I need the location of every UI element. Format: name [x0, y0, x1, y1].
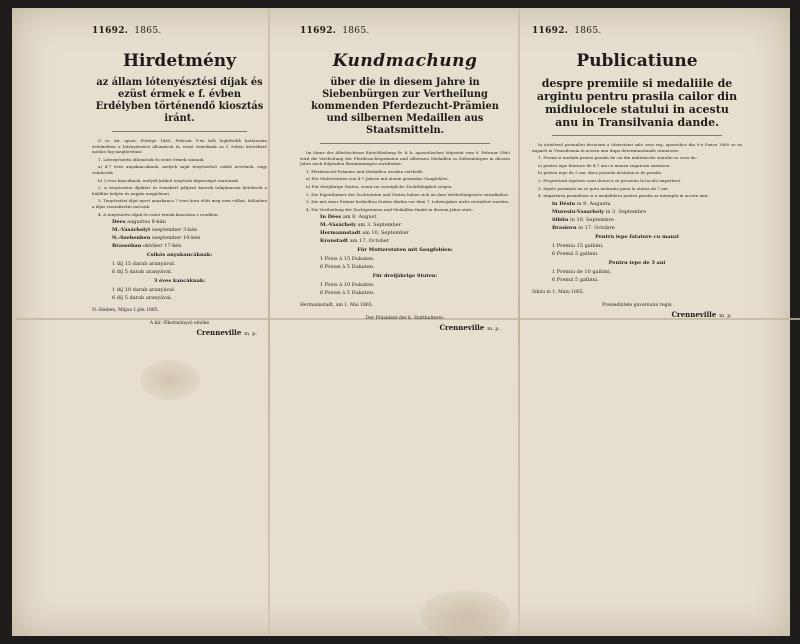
paragraph: a) pentru iepe fatatore de 4-7 ani cu manzu sugatoriu sanetosu. [538, 162, 671, 168]
paragraph: O cs. kir. apost. Felsége 1860. Február 9-én kelt legfelsőbb határozata értelmében a lótenyésztési állomások és ezüst érmeknek az f. évben következő módon fog megtörténni: [92, 138, 267, 155]
paragraph: 2. Die Eigenthümer der Zuchtstuten und Stuten haben sich an dem Vertheilungsorte einzufinden. [306, 191, 509, 197]
paragraph: 4. A tenyésztési díjak és ezüst érmek kiosztása e rendben: [98, 211, 219, 217]
prize-entry: 6 Premii 5 galbini. [552, 250, 599, 257]
prize-header: Für Mutterstuten mit Saugfohlen: [357, 247, 453, 254]
signature: Crenneville m. p. [196, 328, 257, 338]
prize-entry: 1 Preis à 15 Dukaten. [320, 256, 375, 263]
prize-header: Pentru iepe de 3 ani [608, 259, 666, 266]
place-date: N.-Szeben, Május 1-jén 1865. [92, 308, 159, 314]
prize-entry: 1 díj 10 darab aranyával. [112, 287, 176, 294]
paragraph: 4. Impartirea premiiloru si a medaliiloru pentru prasila se intempla in acestu anu: [538, 193, 709, 199]
prize-entry: 1 Premiu de 10 galbini, [552, 268, 612, 275]
place-date: Hermannstadt, am 1. Mai 1865. [300, 303, 373, 309]
prize-header: Pentru iepe fatatore cu manzi [595, 233, 679, 240]
place-date: Sibiiu in 1. Maiu 1865. [532, 289, 585, 295]
paragraph: a) Für Mutterstuten von 4-7 Jahren mit einem gesunden Saugfohlen. [306, 176, 449, 182]
paragraph: 1. Pferdezucht-Prämien und Medaillen werden vertheilt: [306, 168, 424, 174]
paper-stain [140, 360, 200, 400]
column-title: Kundmachung [332, 51, 478, 71]
paragraph: In intielesul preinaltei decisiuni a Maiestatei sale cesa reg. apostolice din 9-a Fauru 1860 se va impartí in Transilvania in acestu anu dupa determinatiunile urmatorie: [532, 142, 742, 153]
prize-entry: 1 Premiu 15 galbini, [552, 242, 604, 249]
date-entry: M.-Vásárhely am 3. September [320, 222, 402, 229]
date-entry: Brasiovu in 17. Octobre [552, 224, 615, 231]
column-title: Hirdetmény [122, 51, 237, 71]
prize-entry: 6 díj 5 darab aranyával. [112, 269, 173, 276]
paragraph: 3. Tenyésztési díjat nyert anyakanca 7 éves kora előtt meg nem válhat, különben a díjat visszafizetni tartozik. [92, 198, 267, 209]
paragraph: 2. A tenyésztési díjakért és érmekért pályázó kancák tulajdonosai kötelesek a kiállítás helyén és napján megjelenni. [92, 185, 267, 196]
column-body [92, 138, 267, 217]
date-entry: Sibiiu in 10. Septembre [552, 216, 614, 223]
signature-header: Der Präsident der k. Statthalterei: [365, 316, 445, 322]
prize-entry: 6 díj 5 darab aranyával. [112, 295, 173, 302]
date-entry: Dées augustus 8-kán [112, 219, 166, 226]
column-title: Publicatiune [576, 51, 698, 71]
signature: Crenneville m. p. [439, 323, 500, 333]
date-entry: in Désiu in 8. Augustu [552, 200, 611, 207]
prize-entry: 1 Preis à 10 Dukaten. [320, 282, 375, 289]
signature: Crenneville m. p. [671, 309, 732, 319]
fold-line [268, 8, 270, 636]
date-entry: M.-Vásárhelyt szeptember 3-kán [112, 227, 198, 234]
document-number: 11692. 1865. [92, 26, 162, 36]
prize-entry: 6 Preise à 5 Dukaten. [320, 264, 375, 271]
paragraph: b) pentru iepe de 3 ani, daca posiedu destoinicie de prasila. [538, 170, 663, 176]
signature-header: A kir. főkormányzó elnöke [149, 321, 210, 327]
paragraph: 1. Premii si medalii pentru prasila de cai din midiulocele statului se voru da: [538, 155, 697, 161]
paragraph: 4. Die Vertheilung der Zuchtprämien und Medaillen findet in diesem Jahre statt: [306, 206, 474, 212]
prize-header: 3 éves kancáknak: [153, 278, 206, 285]
prize-header: Csikós anyakancáknak: [146, 252, 213, 259]
divider [112, 131, 247, 132]
date-entry: In Dées am 8. August [320, 214, 377, 221]
fold-line [518, 8, 520, 636]
column-subtitle: über die in diesem Jahre in Siebenbürgen zur Vertheilung kommenden Pferdezucht-Prämien und silbernen Medaillen aus Staatsmitteln. [311, 77, 499, 136]
paragraph: a) 4-7 éves anyakancáknak, melyek saját tenyésztésű csikót nevelnek, vagy vemhesek. [92, 164, 267, 175]
divider [552, 135, 722, 136]
romanian-column [532, 26, 742, 319]
date-entry: Brassóban október 17-kén [112, 243, 182, 250]
column-body [532, 142, 742, 199]
prize-header: Für dreijährige Stuten: [372, 273, 438, 280]
paragraph: 3. Iepele premiate nu se potu instraina pana la etatea de 7 ani. [538, 185, 669, 191]
document-number: 11692. 1865. [532, 26, 602, 36]
date-entry: Muresiu-Vasarhely in 3. Septembre [552, 208, 647, 215]
prize-entry: 6 Premii 5 galbini. [552, 276, 599, 283]
column-body [300, 150, 510, 212]
paragraph: 3. Die mit einer Prämie betheilten Stuten dürfen vor dem 7. Lebensjahre nicht veräußert werden. [306, 199, 510, 205]
paper-stain [420, 590, 510, 640]
document-number: 11692. 1865. [300, 26, 370, 36]
paragraph: 1. Lótenyésztési állomások és ezüst érmek számok. [98, 156, 205, 162]
paragraph: 2. Proprietarii iepeloru sunt detori a se presenta la loculu impartirei. [538, 177, 682, 183]
date-entry: N.-Szebenben szeptember 10-kén [112, 235, 201, 242]
prize-entry: 1 díj 15 darab aranyával. [112, 261, 176, 268]
german-column [300, 26, 510, 332]
prize-entry: 6 Preise à 5 Dukaten. [320, 290, 375, 297]
column-subtitle: despre premiile si medaliile de argintu pentru prasila cailor din midiulocele statului in acestu anu in Transilvania dande. [536, 77, 738, 129]
paragraph: b) Für dreijährige Stuten, wenn sie vorzügliche Zuchtfähigkeit zeigen. [306, 183, 453, 189]
hungarian-column [92, 26, 267, 337]
signature-header: Presiedintele guvernului regiu [602, 302, 672, 308]
paragraph: b) 3 éves kancáknak, melyek kitűnő tenyészti képességet mutatnak. [98, 177, 240, 183]
date-entry: Kronstadt am 17. October [320, 238, 390, 245]
divider [320, 143, 490, 144]
date-entry: Hermannstadt am 10. September [320, 230, 409, 237]
column-subtitle: az állam lótenyésztési díjak és ezüst érmek e f. évben Erdélyben történendő kiosztás iránt. [95, 77, 264, 124]
paragraph: Im Sinne der Allerhöchsten Entschließung Sr. k. k. apostolischen Majestät vom 9. Februar 1860 wird die Vertheilung der Pferdezuchtsprämien und silbernen Medaillen in Siebenbürgen in diesem Jahre nach folgenden Bestimmungen stattfinden: [300, 150, 510, 167]
